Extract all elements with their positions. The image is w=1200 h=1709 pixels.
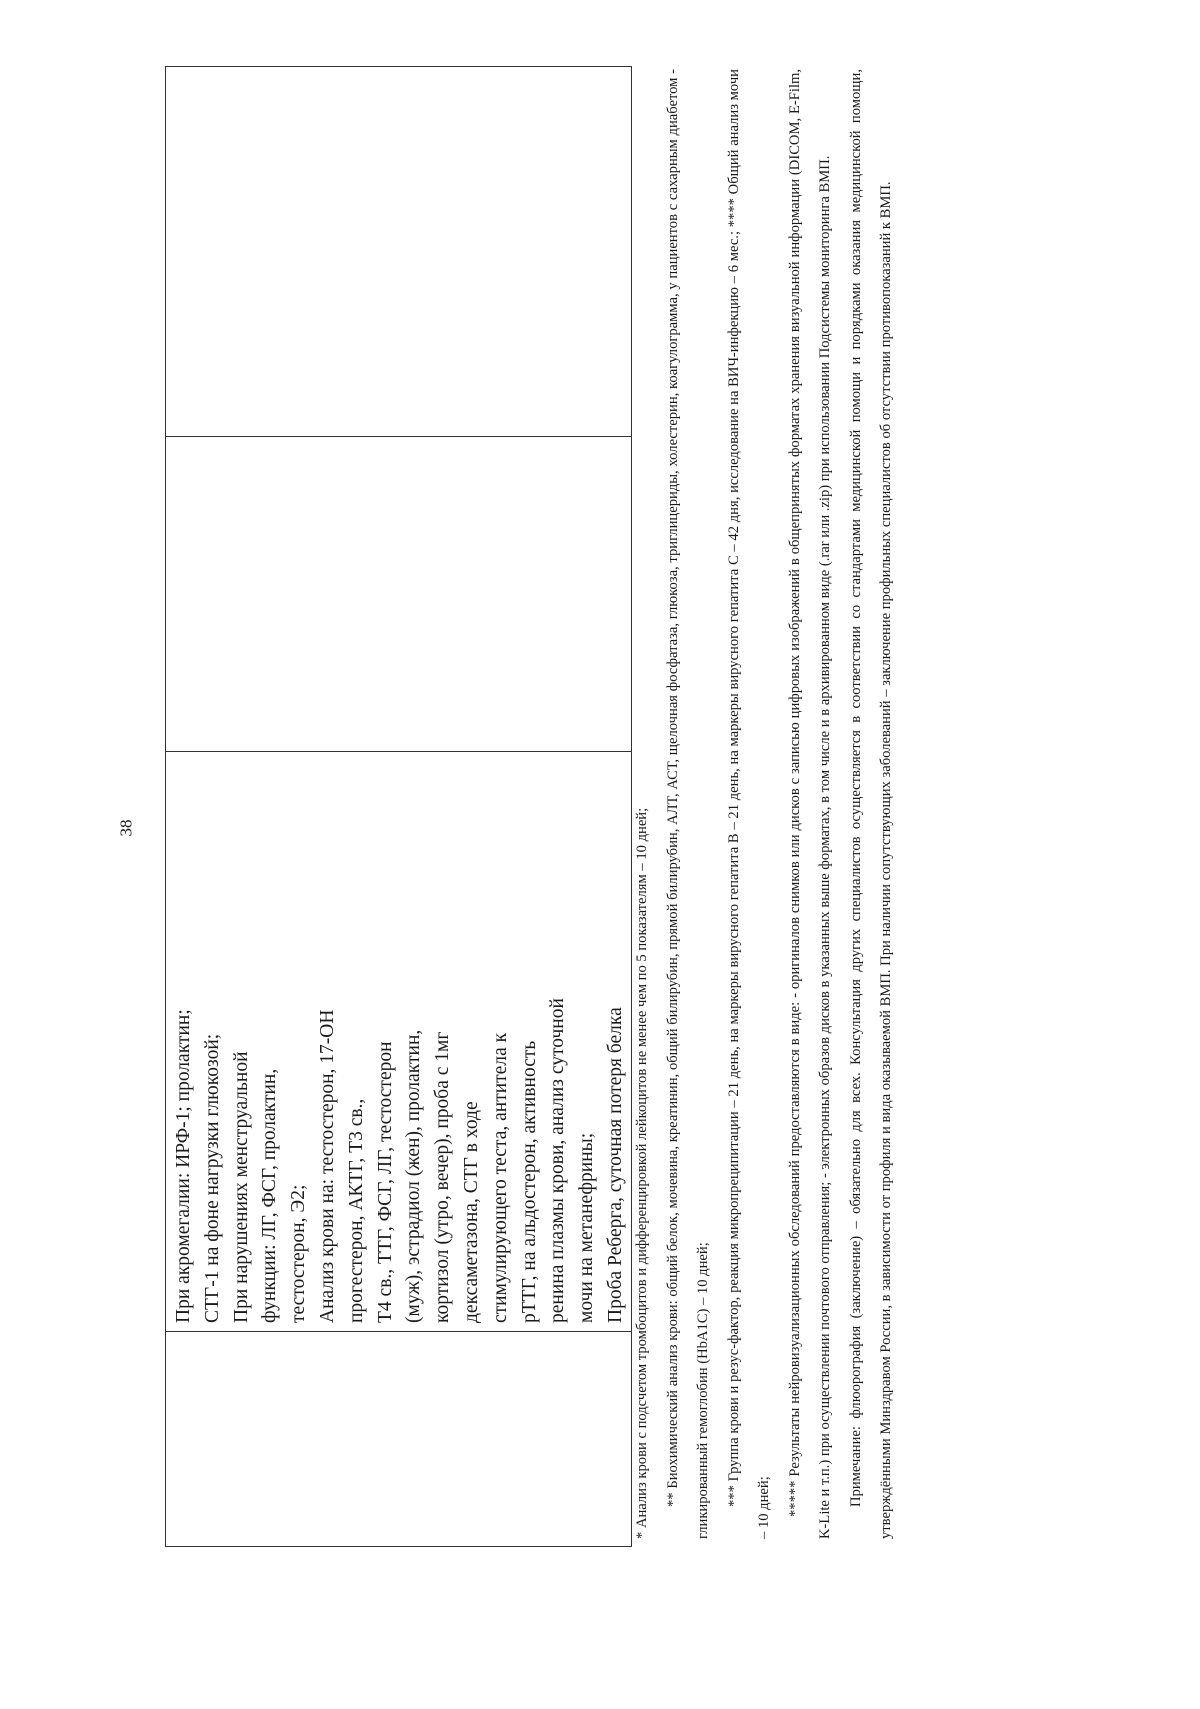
cell-line: При нарушениях менструальной <box>230 1051 252 1323</box>
cell-line: Анализ крови на: тестостерон, 17-ОН <box>316 1009 338 1323</box>
cell-line: дексаметазона, СТГ в ходе <box>460 1101 482 1323</box>
requirements-table <box>165 66 632 1547</box>
cell-line: ренина плазмы крови, анализ суточной <box>547 998 569 1323</box>
cell-line: Т4 св., ТТГ, ФСГ, ЛГ, тестостерон <box>374 1041 396 1323</box>
rotated-page-content <box>165 67 925 1547</box>
table-cell-empty <box>166 67 632 437</box>
cell-line: прогестерон, АКТГ, Т3 св., <box>345 1098 367 1323</box>
cell-line: мочи на метанефрины; <box>576 1132 598 1323</box>
cell-line: СТГ-1 на фоне нагрузки глюкозой; <box>201 1033 223 1323</box>
cell-line: Проба Реберга, суточная потеря белка <box>604 1007 626 1323</box>
cell-line: рТТГ, на альдостерон, активность <box>518 1040 540 1323</box>
analyses-text <box>166 752 631 1331</box>
page-number: 38 <box>116 819 136 837</box>
table-row <box>166 67 632 1547</box>
cell-line: кортизол (утро, вечер), проба с 1мг <box>432 1031 454 1323</box>
cell-line: тестостерон, Э2; <box>288 1184 310 1323</box>
table-cell-empty <box>166 437 632 752</box>
cell-line: стимулирующего теста, антитела к <box>489 1032 511 1323</box>
cell-line: При акромегалии: ИРФ-1; пролактин; <box>173 1009 194 1323</box>
footnote: * Анализ крови с подсчетом тромбоцитов и дифференцировкой лейкоцитов не менее чем по 5 показателям – 10 дней; <box>634 807 650 1539</box>
cell-line: (муж), эстрадиол (жен), пролактин, <box>403 1029 425 1323</box>
note-remark: Примечание: флюорография (заключение) – обязательно для всех. Консультация других специалистов осуществляется в соответствии со стандартами медицинской помощи и порядками оказания медицинской помощи, утверждёнными Минздравом России, в зависимости от профиля и вида оказываемой ВМП. При наличии сопутствующих заболеваний – заключение профильных специалистов об отсутствии противопоказаний к ВМП. <box>847 69 894 1539</box>
footnote: *** Группа крови и резус-фактор, реакция микропреципитации – 21 день, на маркеры вирусного гепатита В – 21 день, на маркеры вирусного гепатита С – 42 дня, исследование на ВИЧ-инфекцию – 6 мес.; **** Общий анализ мочи – 10 дней; <box>725 69 772 1539</box>
table-cell-analyses <box>166 752 632 1332</box>
cell-line: функции: ЛГ, ФСГ, пролактин, <box>259 1068 281 1323</box>
table-cell-empty <box>166 1332 632 1547</box>
footnote: ** Биохимический анализ крови: общий белок, мочевина, креатинин, общий билирубин, прямой билирубин, АЛТ, АСТ, щелочная фосфатаза, глюкоза, триглицериды, холестерин, коагулограмма, у пациентов с сахарным диабетом - гликированный гемоглобин (HbA1C) – 10 дней; <box>664 69 711 1539</box>
footnotes <box>627 69 902 1539</box>
footnote: ***** Результаты нейровизуализационных обследований предоставляются в виде: - оригиналов снимков или дисков с записью цифровых изображений в общепринятых форматах хранения визуальной информации (DICOM, E-Film, K-Lite и т.п.) при осуществлении почтового отправления; - электронных образов дисков в указанных выше форматах, в том числе и в архивированном виде (.rar или .zip) при использовании Подсистемы мониторинга ВМП. <box>786 69 833 1539</box>
